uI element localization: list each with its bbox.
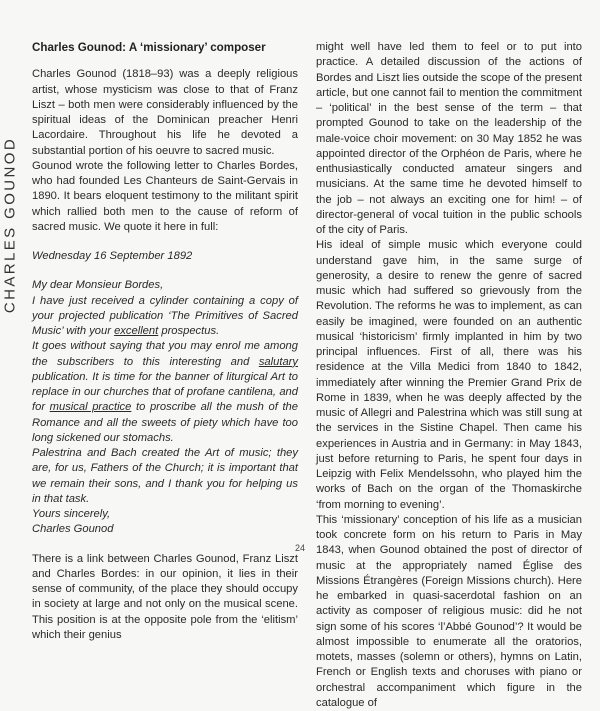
letter-date: Wednesday 16 September 1892	[32, 250, 193, 262]
page-number: 24	[294, 543, 305, 553]
side-title	[0, 136, 20, 314]
spacer	[32, 264, 298, 278]
underlined-word: salutary	[258, 355, 298, 368]
letter-closing: Yours sincerely,	[32, 508, 111, 520]
spacer	[32, 235, 298, 249]
underlined-phrase: musical practice	[49, 401, 132, 414]
paragraph: Charles Gounod (1818–93) was a deeply religious artist, whose mysticism was close to that of Franz Liszt – both men were considerably influenced by the spiritual ideas of the Dominican preacher Henri Lacordaire. Throughout his life he devoted a substantial portion of his oeuvre to sacred music.	[32, 68, 298, 157]
paragraph: This ‘missionary’ conception of his life as a musician took concrete form on his return to Paris in May 1843, when Gounod obtained the post of director of music at the appropriately named Église des Missions Étrangères (Foreign Missions church). Here he embarked in quasi-sacerdotal fashion on an activity as composer of religious music: did he not sign some of his scores ‘l’Abbé Gounod’? It would be almost impossible to enumerate all the oratorios, motets, masses (solemn or others), hymns on Latin, French or English texts and choruses with piano or orchestral accompaniment which figure in the catalogue of	[316, 513, 582, 709]
letter-text: publication. It is time for the banner of liturgical Art to replace in our churches that of profane cantilena, and for	[32, 370, 298, 414]
paragraph: Gounod wrote the following letter to Charles Bordes, who had founded Les Chanteurs de Saint-Gervais in 1890. It bears eloquent testimony to the militant spirit which rallied both men to the cause of reform of sacred music. We quote it here in full:	[32, 159, 298, 233]
article-heading: Charles Gounod: A ‘missionary’ composer	[32, 41, 266, 54]
letter-salutation: My dear Monsieur Bordes,	[32, 279, 164, 292]
side-title-text: CHARLES GOUNOD	[1, 136, 19, 314]
right-column	[316, 40, 582, 711]
letter-signature: Charles Gounod	[32, 523, 114, 536]
paragraph: There is a link between Charles Gounod, Franz Liszt and Charles Bordes: in our opinion, it lies in their sense of community, of the place they should occupy in society at large and not only on the musical scene. This position is at the opposite pole from the ‘elitism’ which their genius	[32, 552, 298, 641]
letter-paragraph	[32, 339, 298, 446]
letter-text: to proscribe all the mush of the Romance and all the sweets of piety which have too long sickened our stomachs.	[32, 401, 298, 444]
letter-text: prospectus.	[158, 325, 220, 337]
letter-paragraph	[32, 294, 298, 340]
paragraph: might well have led them to feel or to put into practice. A detailed discussion of the actions of Bordes and Liszt lies outside the scope of the present article, but one cannot fail to mention the commitment – ‘political’ in the best sense of the term – that prompted Gounod to take on the leadership of the male-voice choir movement: on 30 May 1852 he was appointed director of the Orphéon de Paris, where he enthusiastically conducted amateur singers and musicians. At the same time he devoted himself to the job – not always an exciting one for him! – of director-general of vocal tuition in the public schools of the city of Paris.	[316, 41, 582, 236]
letter-text: It goes without saying that you may enrol me among the subscribers to this interesting and	[32, 340, 298, 368]
letter-paragraph: Palestrina and Bach created the Art of music; they are, for us, Fathers of the Church; it is important that we remain their sons, and I thank you for helping us in that task.	[32, 447, 298, 505]
underlined-word: excellent	[114, 325, 159, 337]
paragraph: His ideal of simple music which everyone could understand gave him, in the same surge of generosity, a desire to renew the genre of sacred music which had suffered so grievously from the Revolution. The reforms he was to implement, as can easily be imagined, were founded on an authentic musical ‘historicism’ firmly implanted in him by two principal influences. First of all, there was his residence at the Villa Medici from 1840 to 1842, immediately after winning the Premier Grand Prix de Rome in 1839, when he was deeply affected by the music of Allegri and Palestrina which was still sung at the services in the Sistine Chapel. Then came his experiences in Austria and in Germany: in May 1843, just before returning to Paris, he spent four days in Leipzig with Felix Mendelssohn, who played him the works of Bach on the organ of the Thomaskirche ‘from morning to evening’.	[316, 239, 582, 511]
letter-text: I have just received a cylinder containing a copy of your projected publication ‘The Primitives of Sacred Music’ with your	[32, 294, 298, 337]
